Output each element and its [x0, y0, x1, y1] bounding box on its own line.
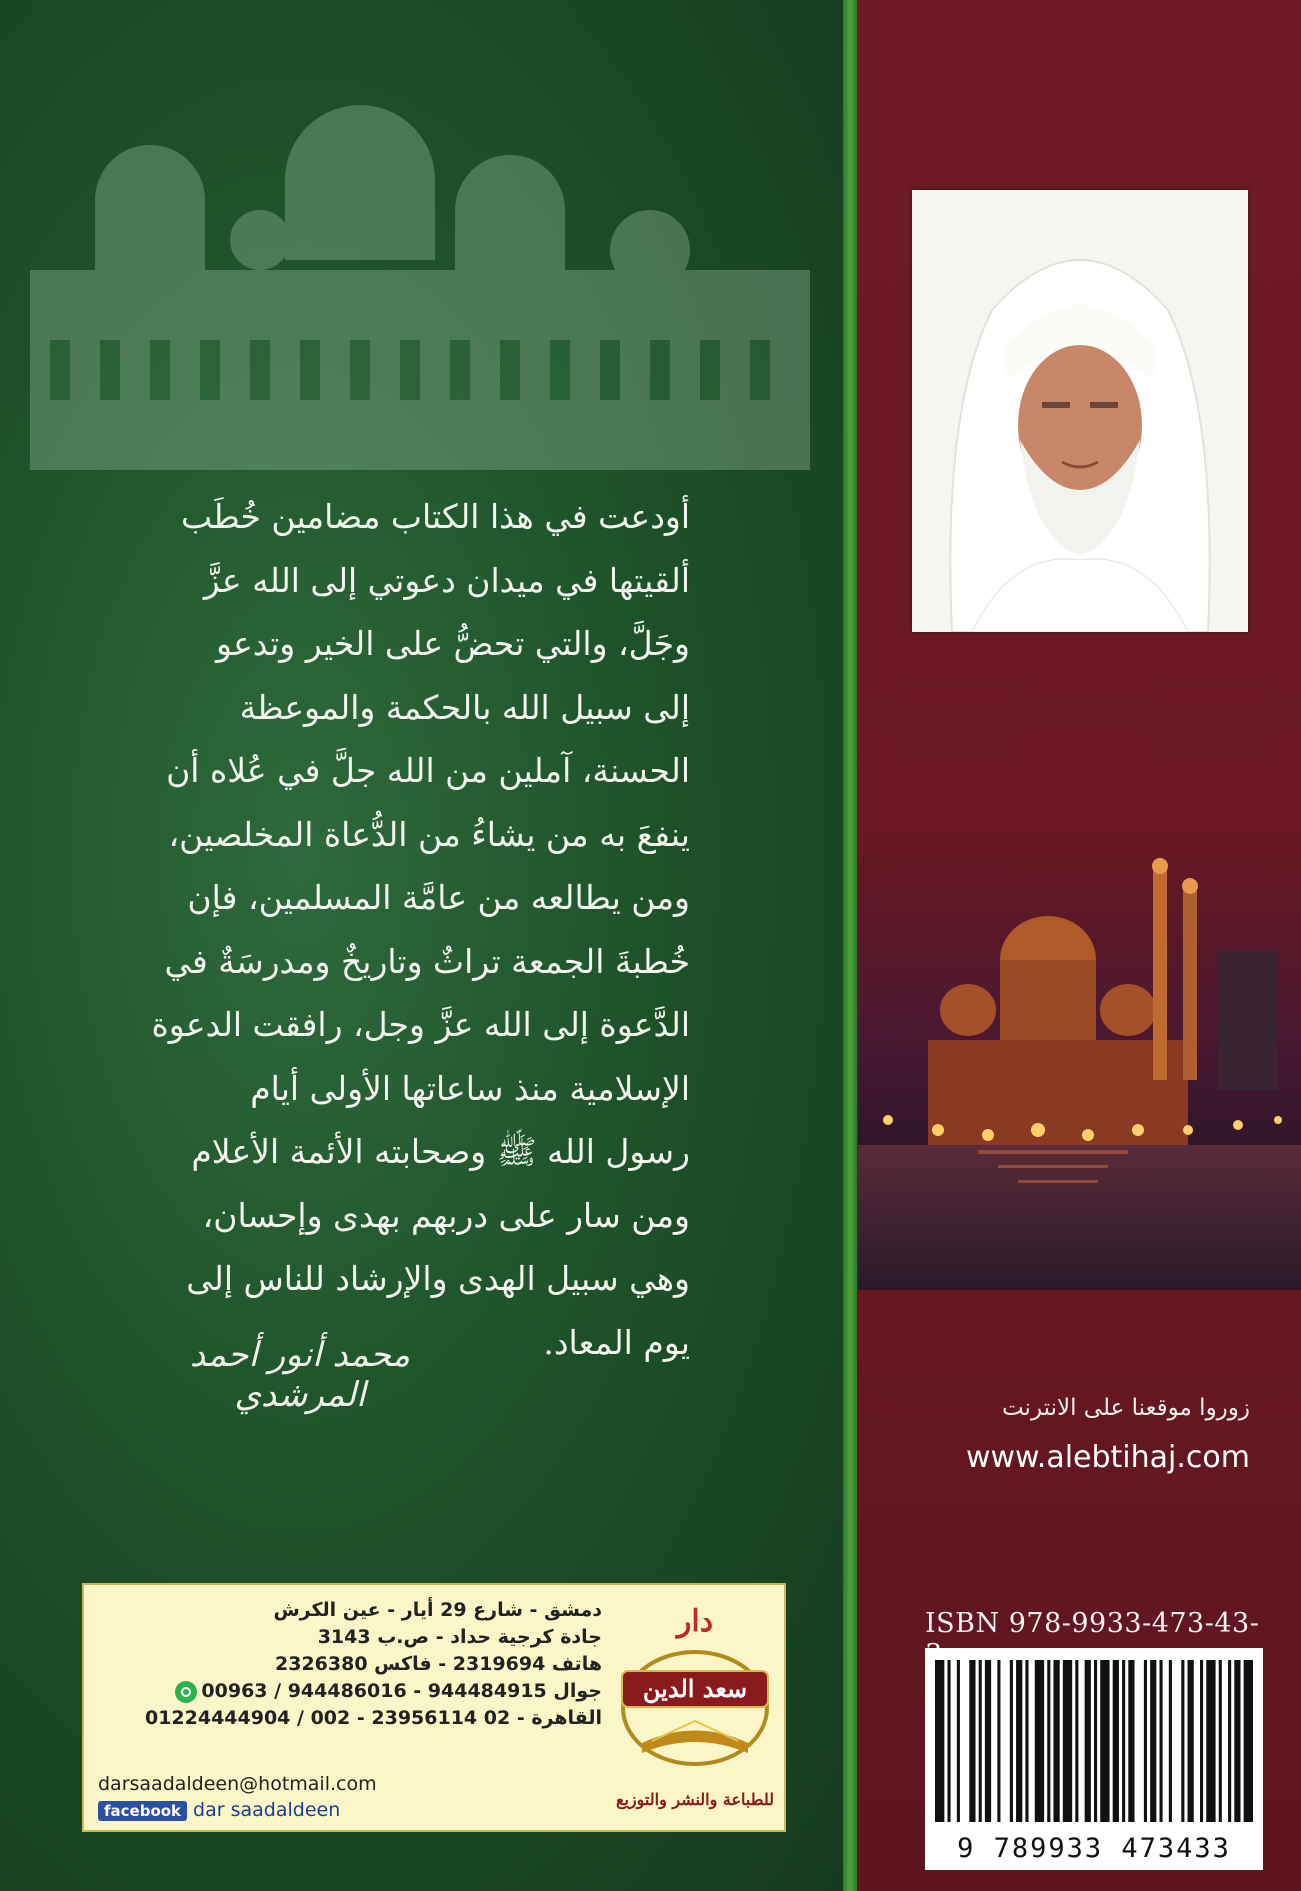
facebook-page-name: dar saadaldeen	[193, 1799, 341, 1821]
barcode-bar	[935, 1660, 944, 1822]
barcode	[925, 1648, 1263, 1870]
publisher-logo-tagline: للطباعة والنشر والتوزيع	[615, 1790, 775, 1809]
blurb-line: الدَّعوة إلى الله عزَّ وجل، رافقت الدعوة	[151, 1005, 690, 1044]
blurb-line: خُطبةَ الجمعة تراثٌ وتاريخٌ ومدرسَةٌ في	[164, 941, 690, 981]
barcode-bar	[1244, 1660, 1253, 1822]
barcode-bar	[957, 1660, 960, 1822]
publisher-logo	[612, 1593, 778, 1821]
book-blurb	[150, 485, 690, 1374]
publisher-facebook	[98, 1799, 340, 1821]
barcode-bar	[1159, 1660, 1162, 1822]
blurb-line: ومن سار على دربهم بهدى وإحسان،	[202, 1195, 690, 1235]
blurb-line: أودعت في هذا الكتاب مضامين خُطَب	[180, 497, 690, 536]
address-line	[92, 1678, 602, 1705]
address-line: دمشق - شارع 29 أيار - عين الكرش	[273, 1599, 602, 1621]
barcode-bar	[1228, 1660, 1231, 1822]
website-url[interactable]: www.alebtihaj.com	[965, 1440, 1250, 1475]
barcode-bar	[1016, 1660, 1022, 1822]
barcode-bar	[1169, 1660, 1172, 1822]
barcode-bar	[1085, 1660, 1091, 1822]
publisher-email: darsaadaldeen@hotmail.com	[98, 1773, 377, 1795]
blurb-line: رسول الله ﷺ وصحابته الأئمة الأعلام	[191, 1132, 690, 1171]
mobile-numbers: جوال 944484915 - 944486016 / 00963	[201, 1680, 602, 1702]
blurb-line: الحسنة، آملين من الله جلَّ في عُلاه أن	[166, 751, 690, 790]
barcode-bar	[1113, 1660, 1119, 1822]
website-label: زوروا موقعنا على الانترنت	[1001, 1395, 1250, 1421]
barcode-bar	[1200, 1660, 1203, 1822]
barcode-bar	[997, 1660, 1000, 1822]
publisher-logo-name: سعد الدين	[642, 1674, 748, 1703]
blurb-line: وجَلَّ، والتي تحضُّ على الخير وتدعو	[216, 624, 690, 663]
barcode-bar	[947, 1660, 950, 1822]
mosque-domes-background	[30, 90, 810, 470]
barcode-bar	[1063, 1660, 1072, 1822]
barcode-bar	[979, 1660, 982, 1822]
barcode-bar	[1150, 1660, 1156, 1822]
blurb-line: يوم المعاد.	[543, 1322, 690, 1362]
author-photo	[912, 190, 1248, 632]
publisher-address	[92, 1597, 602, 1732]
address-line: هاتف 2319694 - فاكس 2326380	[275, 1653, 602, 1675]
blurb-line: وهي سبيل الهدى والإرشاد للناس إلى	[186, 1259, 690, 1298]
address-line: جادة كرجية حداد - ص.ب 3143	[317, 1626, 602, 1648]
facebook-icon: facebook	[98, 1801, 187, 1821]
barcode-bar	[1206, 1660, 1215, 1822]
barcode-bar	[1234, 1660, 1240, 1822]
barcode-bar	[969, 1660, 975, 1822]
blurb-line: ومن يطالعه من عامَّة المسلمين، فإن	[187, 878, 690, 917]
barcode-bar	[1010, 1660, 1013, 1822]
barcode-bar	[1144, 1660, 1147, 1822]
publisher-info-box	[82, 1583, 786, 1832]
barcode-bar	[1181, 1660, 1184, 1822]
barcode-bar	[1035, 1660, 1044, 1822]
author-signature: محمد أنور أحمد المرشدي	[189, 1335, 411, 1415]
barcode-bar	[985, 1660, 991, 1822]
barcode-bar	[1219, 1660, 1222, 1822]
isbn-number: ISBN 978-9933-473-43-	[925, 1608, 1260, 1639]
barcode-bar	[1075, 1660, 1078, 1822]
blurb-line: ينفعَ به من يشاءُ من الدُّعاة المخلصين،	[168, 814, 690, 854]
barcode-digits: 9 789933 473433	[957, 1833, 1231, 1864]
barcode-bar	[1025, 1660, 1028, 1822]
whatsapp-icon	[175, 1681, 197, 1703]
barcode-bars	[925, 1648, 1263, 1828]
mosque-night-photo	[858, 830, 1301, 1290]
publisher-logo-top: دار	[676, 1604, 714, 1639]
barcode-bar	[1128, 1660, 1134, 1822]
spine-stripe	[843, 0, 857, 1891]
barcode-bar	[1100, 1660, 1109, 1822]
barcode-bar	[1094, 1660, 1097, 1822]
address-line: القاهرة - 02 23956114 - 002 / 01224444904	[144, 1707, 602, 1729]
barcode-bar	[1053, 1660, 1059, 1822]
blurb-line: إلى سبيل الله بالحكمة والموعظة	[239, 687, 690, 727]
blurb-line: الإسلامية منذ ساعاتها الأولى أيام	[250, 1068, 690, 1108]
barcode-bar	[1188, 1660, 1194, 1822]
barcode-bar	[1122, 1660, 1125, 1822]
barcode-bar	[1047, 1660, 1050, 1822]
blurb-line: ألقيتها في ميدان دعوتي إلى الله عزَّ	[203, 560, 690, 600]
